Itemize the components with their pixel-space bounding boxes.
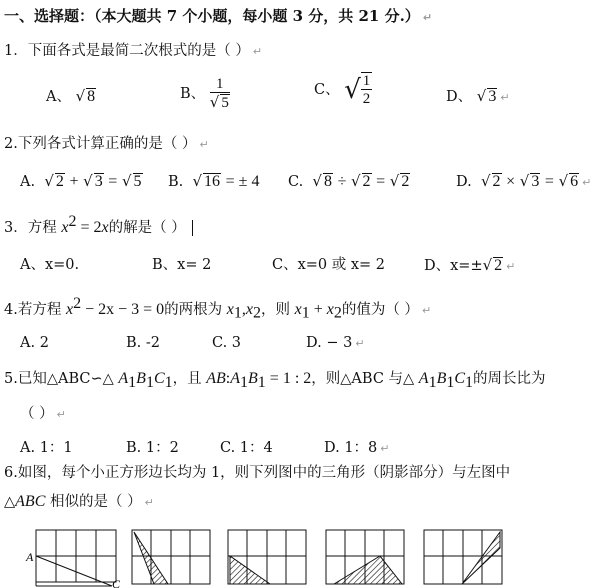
text-cursor bbox=[192, 220, 193, 236]
question-4-stem: 4.若方程 $x^2 - 2x - 3 = 0$的两根为 $x_1,x_2$，则 $x_1 + x_2$的值为（ ） ↵ bbox=[4, 295, 432, 322]
q5-option-c: C. 1：4 bbox=[220, 440, 273, 456]
question-5-stem: 5.已知△ABC∽△ $A_1B_1C_1$，且 $AB:A_1B_1 = 1$ : 2，则△ABC 与△ $A_1B_1C_1$的周长比为 bbox=[4, 370, 546, 391]
q4-option-c: C. 3 bbox=[212, 335, 242, 351]
q2-option-d: D. √ 2 × √ 3 = √ 6 ↵ bbox=[456, 172, 592, 190]
q4-option-b: B. -2 bbox=[126, 335, 160, 351]
question-5-blank: （ ） ↵ bbox=[20, 406, 66, 422]
q2-option-c: C. √ 8 ÷ √ 2 = √ 2 bbox=[288, 172, 410, 190]
figure-option-a bbox=[130, 528, 214, 586]
q1-option-a: A、 √ 8 bbox=[46, 87, 96, 105]
q3-option-a: A、x=0. bbox=[20, 257, 80, 273]
section-title: 一、选择题：（本大题共 7 个小题，每小题 3 分，共 21 分.） ↵ bbox=[4, 7, 433, 25]
q1-option-d: D、 √ 3 ↵ bbox=[446, 87, 510, 105]
figure-option-b bbox=[226, 528, 310, 586]
q4-option-d: D. − 3 ↵ bbox=[306, 335, 365, 351]
question-6-line-2: △ABC 相似的是（ ） ↵ bbox=[4, 493, 154, 510]
figure-reference-abc bbox=[24, 528, 120, 588]
q2-option-b: B. √ 16 = ± 4 bbox=[168, 172, 260, 190]
question-1-stem: 1．下面各式是最简二次根式的是（ ） ↵ bbox=[4, 43, 263, 59]
q5-option-a: A. 1：1 bbox=[20, 440, 73, 456]
question-6-line-1: 6.如图，每个小正方形边长均为 1，则下列图中的三角形（阴影部分）与左图中 bbox=[4, 465, 511, 481]
q3-option-d: D、x=±√ 2 ↵ bbox=[424, 256, 516, 274]
q2-option-a: A. √ 2 + √ 3 = √ 5 bbox=[20, 172, 142, 190]
svg-text:C: C bbox=[112, 577, 120, 588]
q5-option-b: B. 1：2 bbox=[126, 440, 179, 456]
q3-option-b: B、x= 2 bbox=[152, 257, 212, 273]
q1-option-b: B、 $\frac{1}{√ 5}$ bbox=[180, 76, 229, 111]
q5-option-d: D. 1：8 ↵ bbox=[324, 440, 390, 456]
question-2-stem: 2.下列各式计算正确的是（ ） ↵ bbox=[4, 136, 209, 152]
question-3-stem: 3．方程 $x^2 = 2x$的解是（ ） bbox=[4, 212, 193, 238]
q3-option-c: C、x=0 或 x= 2 bbox=[272, 257, 386, 273]
q4-option-a: A. 2 bbox=[20, 335, 49, 351]
svg-text:A: A bbox=[26, 550, 34, 564]
figure-option-c bbox=[324, 528, 408, 586]
figure-option-d bbox=[422, 528, 506, 586]
q1-option-c: C、 √ $\frac{1}{2}$ bbox=[314, 73, 371, 107]
